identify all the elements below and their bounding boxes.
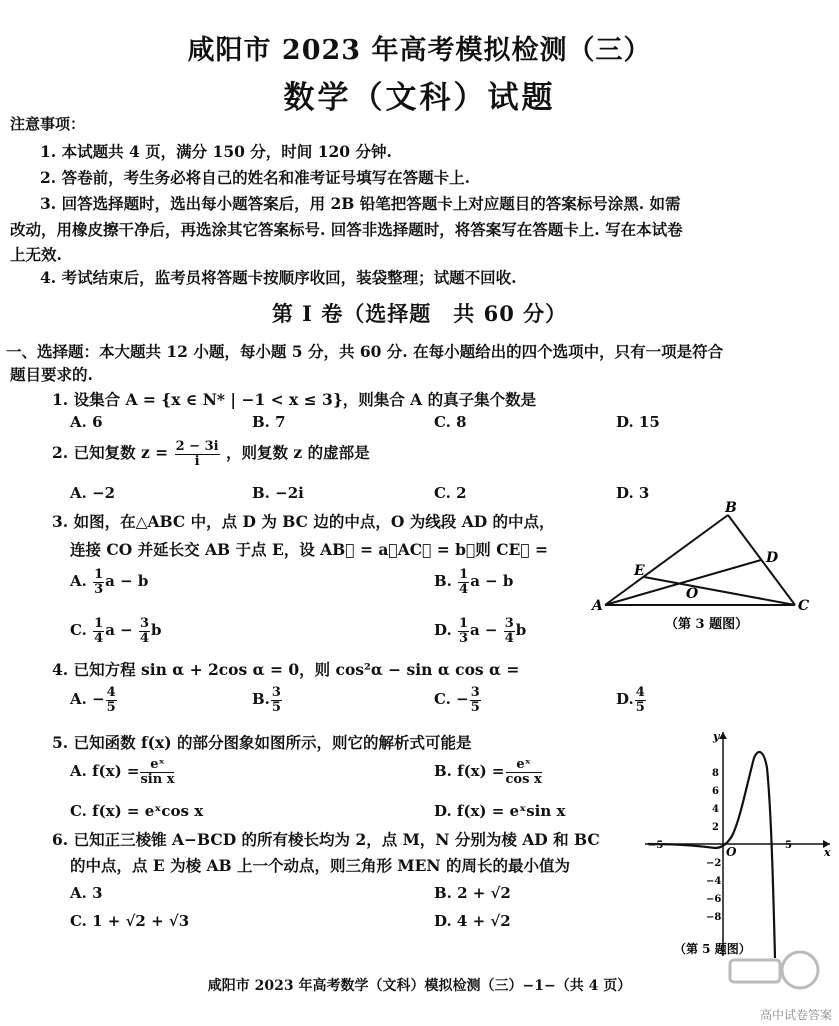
- q3-a-rest: a − b: [105, 572, 149, 591]
- q6-option-c: C. 1 + √2 + √3: [70, 912, 190, 930]
- notice-item-3: 3. 回答选择题时，选出每小题答案后，用 2B 铅笔把答题卡上对应题目的答案标号涂黑. 如需: [40, 194, 681, 213]
- q3-a-label: A.: [70, 572, 87, 591]
- q3-b-rest: a − b: [470, 572, 514, 591]
- q4-d-num: 4: [635, 685, 645, 700]
- q3-b-label: B.: [434, 572, 452, 591]
- q4-a-label: A. −: [70, 690, 105, 709]
- question-6-line1: 6. 已知正三棱锥 A−BCD 的所有棱长均为 2，点 M，N 分别为棱 AD 和 BC: [52, 830, 600, 849]
- y-axis-label: y: [713, 730, 720, 743]
- q2-option-a: A. −2: [70, 484, 116, 502]
- q1-option-d: D. 15: [616, 413, 660, 431]
- q6-option-a: A. 3: [70, 884, 103, 902]
- q3-d-label: D.: [434, 621, 452, 640]
- q2-stem-suffix: ，则复数 z 的虚部是: [225, 443, 370, 463]
- notice-heading: 注意事项：: [10, 115, 86, 133]
- q2-option-d: D. 3: [616, 484, 650, 502]
- q4-c-den: 5: [470, 699, 480, 715]
- section-instruction-cont: 题目要求的.: [10, 365, 93, 384]
- q5-option-a: [70, 758, 175, 786]
- q4-c-label: C. −: [434, 690, 469, 709]
- q3-c-mid: a −: [105, 621, 133, 640]
- point-a-label: A: [592, 598, 603, 614]
- q3-c-den2: 4: [139, 630, 149, 646]
- q5-b-num: eˣ: [506, 758, 542, 773]
- q3-option-d: [434, 617, 526, 645]
- q4-d-label: D.: [616, 690, 634, 709]
- segment-ce: [644, 577, 795, 605]
- q3-c-rest: b: [150, 621, 162, 640]
- edge-ab: [605, 515, 728, 605]
- q3-triangle-figure: [590, 500, 820, 635]
- x-axis-label: x: [824, 846, 831, 859]
- page-footer: 咸阳市 2023 年高考数学（文科）模拟检测（三）−1−（共 4 页）: [207, 978, 632, 994]
- q5-a-num: eˣ: [140, 758, 174, 773]
- q5-a-label: A. f(x) =: [70, 762, 140, 781]
- q2-fraction: [175, 440, 220, 468]
- edge-bc: [728, 515, 795, 605]
- q1-option-a: A. 6: [70, 413, 103, 431]
- y-tick-8: 8: [712, 768, 719, 779]
- q5-b-label: B. f(x) =: [434, 762, 505, 781]
- q6-option-b: B. 2 + √2: [434, 884, 511, 902]
- x-tick-neg5: −5: [648, 840, 664, 851]
- point-o-label: O: [686, 586, 699, 602]
- q4-option-b: [252, 686, 283, 714]
- exam-title: 咸阳市 2023 年高考模拟检测（三）: [187, 35, 652, 66]
- x-tick-5: 5: [785, 840, 792, 851]
- function-curve: [648, 752, 775, 958]
- q4-a-den: 5: [106, 699, 116, 715]
- question-1-stem: 1. 设集合 A = {x ∈ N* | −1 < x ≤ 3}，则集合 A 的真子集个数是: [52, 390, 537, 409]
- watermark-text: 高中试卷答案: [760, 1008, 833, 1022]
- q3-d-den1: 3: [458, 630, 468, 646]
- q5-option-c: C. f(x) = eˣcos x: [70, 802, 204, 820]
- q4-option-a: [70, 686, 118, 714]
- q3-a-den: 3: [94, 581, 104, 597]
- q3-c-num1: 1: [94, 616, 104, 631]
- y-tick-4: 4: [712, 804, 719, 815]
- q2-frac-den: i: [194, 453, 200, 469]
- point-c-label: C: [798, 598, 810, 614]
- q3-c-label: C.: [70, 621, 87, 640]
- question-2-stem: [52, 440, 370, 468]
- q4-option-d: [616, 686, 647, 714]
- q3-d-den2: 4: [504, 630, 514, 646]
- y-axis-arrow-icon: [719, 732, 727, 739]
- q2-stem-prefix: 2. 已知复数 z =: [52, 443, 169, 463]
- q1-option-b: B. 7: [252, 413, 286, 431]
- q2-option-c: C. 2: [434, 484, 467, 502]
- q3-d-num1: 1: [458, 616, 468, 631]
- q6-option-d: D. 4 + √2: [434, 912, 511, 930]
- q4-a-num: 4: [106, 685, 116, 700]
- q3-c-num2: 3: [139, 616, 149, 631]
- point-b-label: B: [725, 500, 737, 516]
- q4-option-c: [434, 686, 482, 714]
- section-instruction: 一、选择题：本大题共 12 小题，每小题 5 分，共 60 分. 在每小题给出的四个选项中，只有一项是符合: [6, 342, 724, 361]
- q4-b-num: 3: [271, 685, 281, 700]
- notice-item-3-cont: 改动，用橡皮擦干净后，再选涂其它答案标号. 回答非选择题时，将答案写在答题卡上. 写在本试卷: [10, 220, 683, 239]
- q5-function-graph: [640, 728, 835, 960]
- q3-figure-caption: （第 3 题图）: [665, 617, 749, 632]
- question-3-line2: 连接 CO 并延长交 AB 于点 E，设 AB⃗ = a，AC⃗ = b，则 CE⃗ =: [70, 540, 549, 559]
- q5-option-b: [434, 758, 543, 786]
- question-6-line2: 的中点，点 E 为棱 AB 上一个动点，则三角形 MEN 的周长的最小值为: [70, 856, 570, 875]
- notice-item-1: 1. 本试题共 4 页，满分 150 分，时间 120 分钟.: [40, 142, 392, 161]
- segment-ad: [605, 560, 761, 605]
- q3-d-num2: 3: [504, 616, 514, 631]
- notice-item-2: 2. 答卷前，考生务必将自己的姓名和准考证号填写在答题卡上.: [40, 168, 470, 187]
- q3-option-a: [70, 568, 148, 596]
- q5-b-den: cos x: [505, 771, 542, 787]
- y-tick-6: 6: [712, 786, 719, 797]
- q5-a-den: sin x: [140, 771, 175, 787]
- q2-frac-num: 2 − 3i: [175, 439, 219, 454]
- q3-option-c: [70, 617, 161, 645]
- question-4-stem: 4. 已知方程 sin α + 2cos α = 0，则 cos²α − sin α cos α =: [52, 660, 520, 679]
- y-tick-neg8: −8: [706, 912, 722, 923]
- q3-d-rest: b: [515, 621, 527, 640]
- notice-item-4: 4. 考试结束后，监考员将答题卡按顺序收回，装袋整理；试题不回收.: [40, 268, 517, 287]
- q5-graph-caption: （第 5 题图）: [674, 942, 751, 956]
- question-3-line1: 3. 如图，在△ABC 中，点 D 为 BC 边的中点，O 为线段 AD 的中点，: [52, 512, 555, 531]
- exam-subtitle: 数学（文科）试题: [283, 80, 556, 116]
- q3-option-b: [434, 568, 513, 596]
- y-tick-2: 2: [712, 822, 719, 833]
- y-tick-labels: [706, 768, 721, 923]
- question-5-stem: 5. 已知函数 f(x) 的部分图象如图所示，则它的解析式可能是: [52, 733, 472, 752]
- q3-b-num: 1: [459, 567, 469, 582]
- q2-option-b: B. −2i: [252, 484, 304, 502]
- q4-b-label: B.: [252, 690, 270, 709]
- q4-b-den: 5: [271, 699, 281, 715]
- origin-label: O: [726, 845, 737, 859]
- y-tick-neg2: −2: [706, 858, 722, 869]
- point-e-label: E: [634, 563, 645, 579]
- notice-item-3-end: 上无效.: [10, 245, 62, 264]
- y-tick-neg6: −6: [706, 894, 722, 905]
- q5-option-d: D. f(x) = eˣsin x: [434, 802, 566, 820]
- q4-d-den: 5: [635, 699, 645, 715]
- q3-a-num: 1: [94, 567, 104, 582]
- q3-d-mid: a −: [469, 621, 498, 640]
- section-title: 第 Ⅰ 卷（选择题 共 60 分）: [271, 301, 568, 326]
- q1-option-c: C. 8: [434, 413, 467, 431]
- q4-c-num: 3: [470, 685, 480, 700]
- y-tick-neg4: −4: [706, 876, 722, 887]
- point-d-label: D: [766, 550, 779, 566]
- q3-b-den: 4: [459, 581, 469, 597]
- q3-c-den1: 4: [94, 630, 104, 646]
